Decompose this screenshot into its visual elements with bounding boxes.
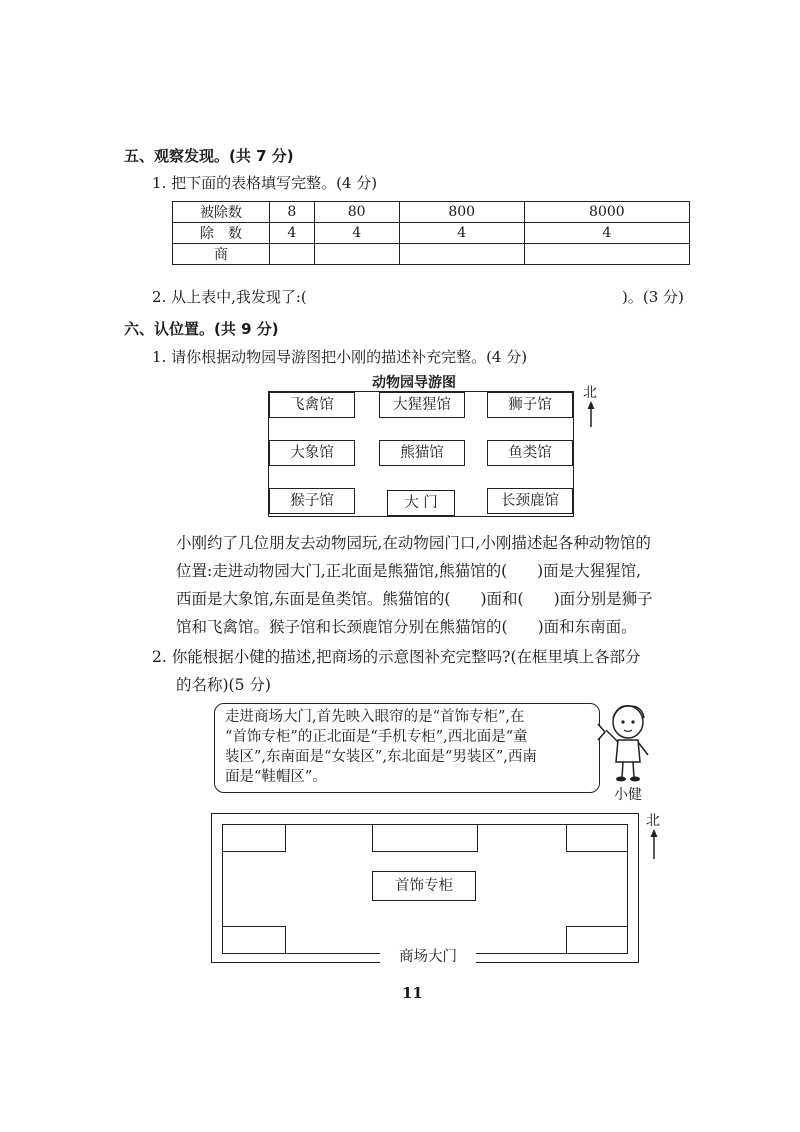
zoo-paragraph-line-4: 馆和飞禽馆。猴子馆和长颈鹿馆分别在熊猫馆的( )面和东南面。 <box>176 618 637 636</box>
zoo-paragraph-line-1: 小刚约了几位朋友去动物园玩,在动物园门口,小刚描述起各种动物馆的 <box>176 534 651 552</box>
section-5-q1: 1. 把下面的表格填写完整。(4 分) <box>152 174 378 192</box>
table-cell: 4 <box>524 223 689 244</box>
table-row <box>173 202 690 223</box>
mall-box-southwest[interactable] <box>222 926 286 954</box>
table-header-cell: 商 <box>173 244 270 265</box>
mall-box-northeast[interactable] <box>566 824 628 852</box>
zoo-map-title: 动物园导游图 <box>372 375 456 391</box>
table-row <box>173 244 690 265</box>
section-6-q2-line-2: 的名称)(5 分) <box>176 676 271 694</box>
mall-gate: 商场大门 <box>380 946 476 968</box>
section-5-q2-prefix: 2. 从上表中,我发现了:( <box>152 288 307 306</box>
zoo-hall-giraffe: 长颈鹿馆 <box>487 488 573 514</box>
child-figure-icon <box>598 700 658 784</box>
page-number: 11 <box>402 984 423 1002</box>
zoo-hall-bird: 飞禽馆 <box>269 392 355 418</box>
mall-box-northwest[interactable] <box>222 824 286 852</box>
mall-north-arrow-icon <box>647 828 661 860</box>
table-cell: 4 <box>314 223 399 244</box>
table-cell: 4 <box>270 223 315 244</box>
table-header-cell: 被除数 <box>173 202 270 223</box>
answer-cell[interactable] <box>314 244 399 265</box>
mall-center-jewelry: 首饰专柜 <box>372 871 476 901</box>
child-name: 小健 <box>614 787 642 803</box>
zoo-hall-panda: 熊猫馆 <box>379 440 465 466</box>
table-cell: 800 <box>399 202 524 223</box>
answer-cell[interactable] <box>270 244 315 265</box>
zoo-hall-fish: 鱼类馆 <box>487 440 573 466</box>
section-6-q1: 1. 请你根据动物园导游图把小刚的描述补充完整。(4 分) <box>152 348 528 366</box>
speech-line: 面是“鞋帽区”。 <box>225 769 327 785</box>
speech-line: “首饰专柜”的正北面是“手机专柜”,西北面是“童 <box>225 729 528 745</box>
section-5-q2-suffix: )。(3 分) <box>622 288 684 306</box>
mall-box-southeast[interactable] <box>566 926 628 954</box>
zoo-paragraph-line-2: 位置:走进动物园大门,正北面是熊猫馆,熊猫馆的( )面是大猩猩馆, <box>176 562 642 580</box>
division-table <box>172 201 690 265</box>
zoo-hall-elephant: 大象馆 <box>269 440 355 466</box>
zoo-paragraph-line-3: 西面是大象馆,东面是鱼类馆。熊猫馆的( )面和( )面分别是狮子 <box>176 590 653 608</box>
section-6-title: 六、认位置。(共 9 分) <box>124 320 279 338</box>
table-cell: 8000 <box>524 202 689 223</box>
table-cell: 80 <box>314 202 399 223</box>
zoo-gate: 大 门 <box>387 490 455 516</box>
mall-north-label: 北 <box>646 813 660 829</box>
speech-line: 装区”,东南面是“女装区”,东北面是“男装区”,西南 <box>225 749 537 765</box>
zoo-hall-lion: 狮子馆 <box>487 392 573 418</box>
zoo-map <box>268 391 574 517</box>
table-cell: 8 <box>270 202 315 223</box>
mall-box-north[interactable] <box>372 824 478 852</box>
answer-cell[interactable] <box>524 244 689 265</box>
zoo-hall-monkey: 猴子馆 <box>269 488 355 514</box>
speech-line: 走进商场大门,首先映入眼帘的是“首饰专柜”,在 <box>225 709 525 725</box>
speech-bubble <box>214 703 600 793</box>
zoo-hall-gorilla: 大猩猩馆 <box>379 392 465 418</box>
zoo-north-label: 北 <box>583 385 597 401</box>
section-5-title: 五、观察发现。(共 7 分) <box>124 147 294 165</box>
table-cell: 4 <box>399 223 524 244</box>
section-6-q2-line-1: 2. 你能根据小健的描述,把商场的示意图补充完整吗?(在框里填上各部分 <box>152 648 641 666</box>
table-header-cell: 除 数 <box>173 223 270 244</box>
zoo-north-arrow-icon <box>584 400 598 428</box>
answer-cell[interactable] <box>399 244 524 265</box>
table-row <box>173 223 690 244</box>
